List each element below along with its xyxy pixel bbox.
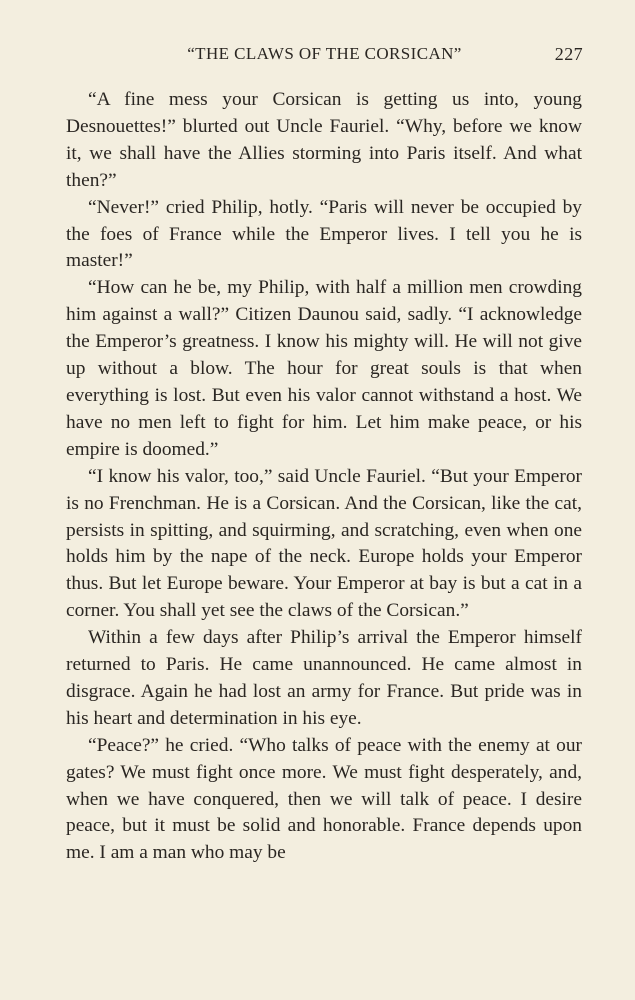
- body-text: [66, 87, 582, 867]
- running-header: [66, 44, 583, 68]
- paragraph: Within a few days after Philip’s arrival the Emperor himself returned to Paris. He came unannounced. He came almost in disgrace. Again he had lost an army for France. But pride was in his heart and determination in his eye.: [66, 627, 582, 729]
- paragraph: “I know his valor, too,” said Uncle Fauriel. “But your Emperor is no Frenchman. He is a Corsican. And the Corsican, like the cat, persists in spitting, and squirming, and scratching, even when one holds him by the nape of the neck. Europe holds your Emperor thus. But let Europe beware. Your Emperor at bay is but a cat in a corner. You shall yet see the claws of the Corsican.”: [66, 465, 582, 622]
- chapter-running-title: “THE CLAWS OF THE CORSICAN”: [187, 44, 462, 63]
- paragraph: “A fine mess your Corsican is getting us into, young Desnouettes!” blurted out Uncle Fauriel. “Why, before we know it, we shall have the Allies storming into Paris itself. And what then?”: [66, 89, 582, 191]
- paragraph: “Never!” cried Philip, hotly. “Paris will never be occupied by the foes of France while the Emperor lives. I tell you he is master!”: [66, 196, 582, 272]
- page-number: 227: [554, 44, 583, 64]
- paragraph: “How can he be, my Philip, with half a million men crowding him against a wall?” Citizen Daunou said, sadly. “I acknowledge the Emperor’s greatness. I know his mighty will. He will not give up without a blow. The hour for great souls is that when everything is lost. But even his valor cannot withstand a host. We have no men left to fight for him. Let him make peace, or his empire is doomed.”: [66, 277, 582, 460]
- paragraph: “Peace?” he cried. “Who talks of peace with the enemy at our gates? We must fight once more. We must fight desperately, and, when we have conquered, then we will talk of peace. I desire peace, but it must be solid and honorable. France depends upon me. I am a man who may be: [66, 734, 582, 864]
